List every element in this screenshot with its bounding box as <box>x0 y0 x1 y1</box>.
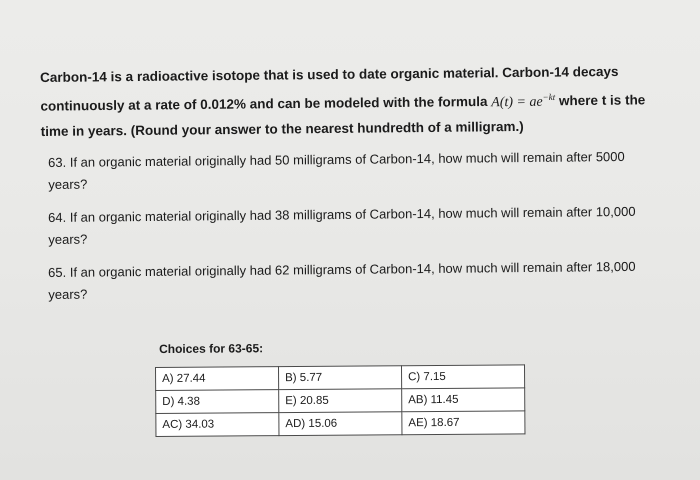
formula-exponent: −kt <box>542 91 556 102</box>
choices-row <box>156 365 525 391</box>
decay-formula: $A(t) = ae^{-kt}$ <box>491 91 556 110</box>
choice-cell: E) 20.85 <box>279 389 402 413</box>
choice-cell: D) 4.38 <box>156 390 279 414</box>
choice-cell: AC) 34.03 <box>156 413 279 437</box>
choice-cell: A) 27.44 <box>156 367 279 391</box>
choices-row <box>156 388 525 414</box>
problem-intro <box>40 60 661 144</box>
choice-cell: B) 5.77 <box>279 366 402 390</box>
choices-title: Choices for 63-65: <box>159 341 264 356</box>
choice-cell: AD) 15.06 <box>279 412 402 436</box>
choice-cell: C) 7.15 <box>401 365 524 389</box>
choice-cell: AE) 18.67 <box>402 411 525 435</box>
question-63: 63. If an organic material originally had 50 milligrams of Carbon-14, how much will remain after 5000 years? <box>48 148 625 192</box>
choice-cell: AB) 11.45 <box>402 388 525 412</box>
question-65: 65. If an organic material originally had 62 milligrams of Carbon-14, how much will remain after 18,000 years? <box>48 258 636 302</box>
intro-text-part1: Carbon-14 is a radioactive isotope that is used to date organic material. Carbon-14 decays continuously at a rate of 0.012% and can be modeled with the formula <box>40 63 619 114</box>
intro-text-part2: where t is the time in years. (Round your answer to the nearest hundredth of a milligram.) <box>40 92 646 139</box>
choices-table <box>155 364 525 437</box>
choices-row <box>156 411 525 437</box>
question-64: 64. If an organic material originally had 38 milligrams of Carbon-14, how much will remain after 10,000 years? <box>48 203 636 247</box>
